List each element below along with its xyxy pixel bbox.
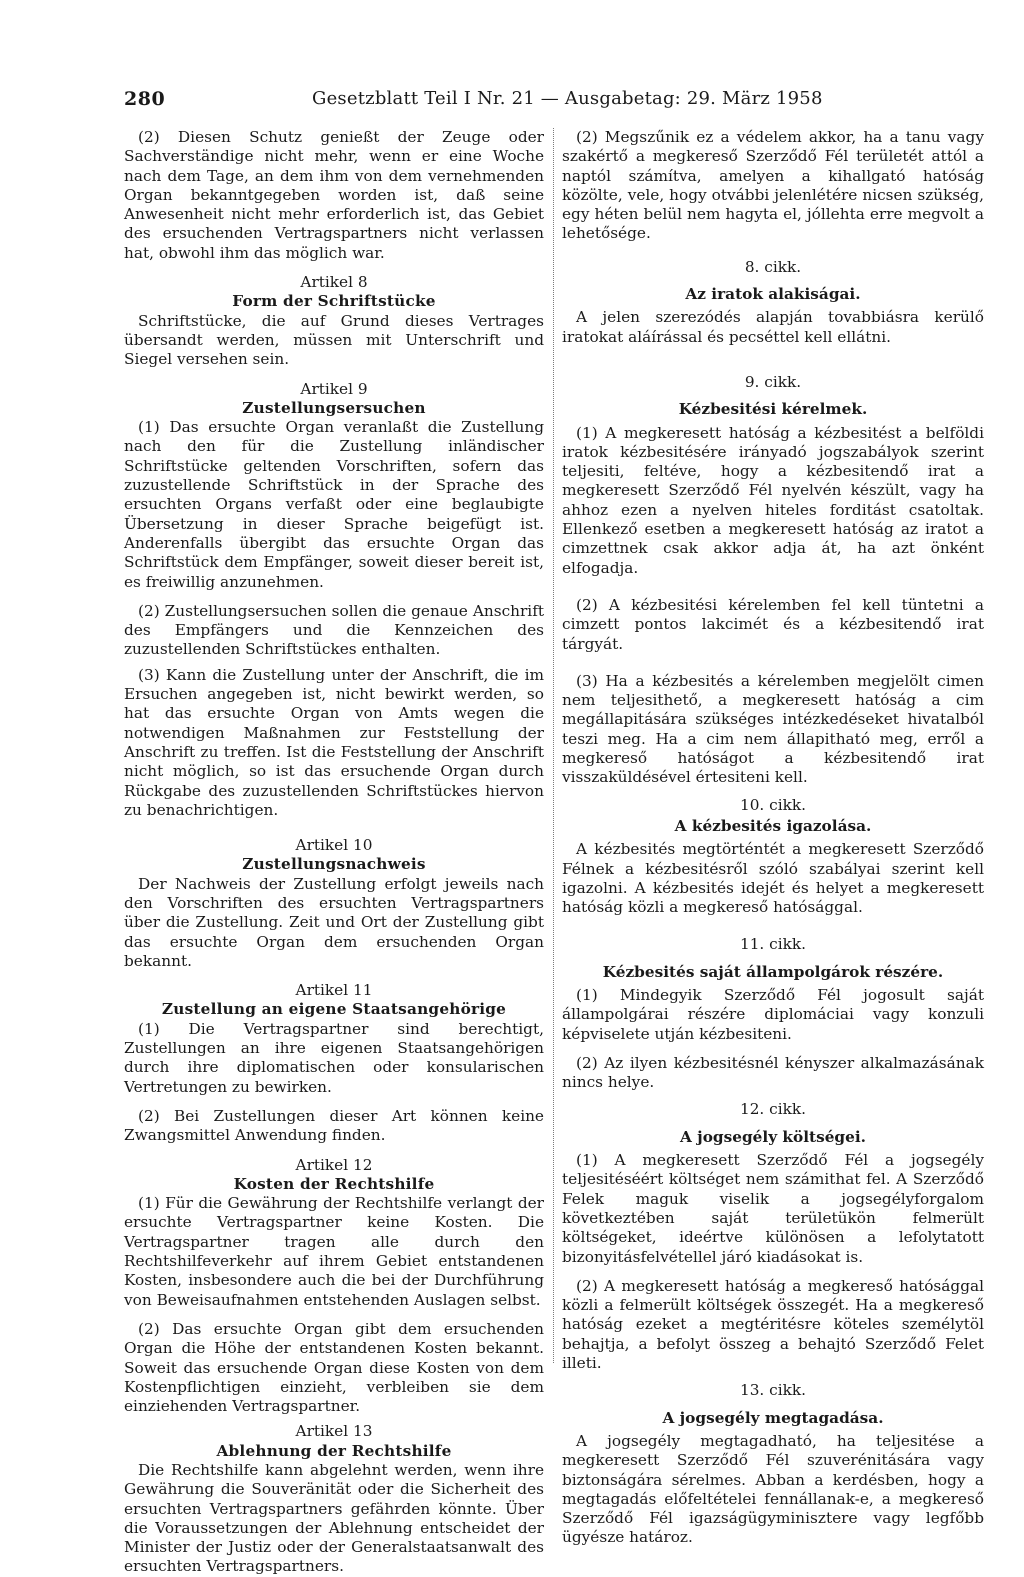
paragraph: (3) Kann die Zustellung unter der Anschrift, die im Ersuchen angegeben ist, nicht bewirkt werden, so hat das ersuchte Organ von Amts wegen die notwendigen Maßnahmen zur Feststellung der Anschrift zu treffen. Ist die Feststellung der Anschrift nicht möglich, so ist das ersuchende Organ durch Rückgabe des zuzustellenden Schriftstückes hiervon zu benachrichtigen.	[124, 665, 544, 819]
article-number: 9. cikk.	[744, 372, 802, 391]
paragraph: (2) Zustellungsersuchen sollen die genaue Anschrift des Empfängers und die Kennzeichen des zuzustellenden Schriftstückes enthalten.	[124, 601, 544, 659]
article-number: 13. cikk.	[739, 1381, 807, 1400]
paragraph: (2) Bei Zustellungen dieser Art können keine Zwangsmittel Anwendung finden.	[124, 1106, 544, 1145]
article-number: 10. cikk.	[739, 795, 807, 814]
paragraph: (1) Das ersuchte Organ veranlaßt die Zustellung nach den für die Zustellung inländischer Schriftstücke geltenden Vorschriften, sofern das zuzustellende Schriftstück in der Sprache des ersuchten Organs verfaßt oder eine beglaubigte Übersetzung in dieser Sprache beigefügt ist. Anderenfalls übergibt das ersuchte Organ das Schriftstück dem Empfänger, soweit dieser bereit ist, es freiwillig anzunehmen.	[124, 418, 544, 591]
article-number: 11. cikk.	[739, 935, 807, 954]
article-title: Kosten der Rechtshilfe	[233, 1174, 435, 1193]
article-number: 12. cikk.	[739, 1100, 807, 1119]
paragraph: A jogsegély megtagadható, ha teljesitése a megkeresett Szerződő Fél szuverénitására vagy biztonságára sérelmes. Abban a kerdésben, hogy a megtagadás előfeltételei fennállanak-e, a megkereső Szerződő Fél igazságügyminisztere vagy legfőbb ügyésze határoz.	[562, 1431, 984, 1547]
article-number: Artikel 11	[295, 981, 373, 1000]
article-title: Zustellungsersuchen	[242, 398, 426, 417]
paragraph: Schriftstücke, die auf Grund dieses Vertrages übersandt werden, müssen mit Unterschrift und Siegel versehen sein.	[124, 311, 544, 369]
article-number: Artikel 8	[300, 273, 368, 292]
paragraph: (2) Diesen Schutz genießt der Zeuge oder Sachverständige nicht mehr, wenn er eine Woche nach dem Tage, an dem ihm von dem vernehmenden Organ bekanntgegeben worden ist, daß seine Anwesenheit nicht mehr erforderlich ist, das Gebiet des ersuchenden Vertragspartners nicht verlassen hat, obwohl ihm das möglich war.	[124, 128, 544, 262]
article-title: Form der Schriftstücke	[232, 292, 436, 311]
article-number: Artikel 12	[295, 1155, 373, 1174]
paragraph: (1) Für die Gewährung der Rechtshilfe verlangt der ersuchte Vertragspartner keine Kosten. Die Vertragspartner tragen alle durch den Rechtshilfeverkehr auf ihrem Gebiet entstandenen Kosten, insbesondere auch die bei der Durchführung von Beweisaufnahmen entstehenden Auslagen selbst.	[124, 1194, 544, 1309]
page-header	[124, 88, 930, 116]
paragraph: (2) A kézbesitési kérelemben fel kell tüntetni a cimzett pontos lakcimét és a kézbesitendő irat tárgyát.	[562, 595, 984, 653]
paragraph: (2) Das ersuchte Organ gibt dem ersuchenden Organ die Höhe der entstandenen Kosten bekannt. Soweit das ersuchende Organ diese Kosten von dem Kostenpflichtigen einzieht, verbleiben sie dem einziehenden Vertragspartner.	[124, 1319, 544, 1416]
paragraph: (1) A megkeresett hatóság a kézbesitést a belföldi iratok kézbesitésére irányadó jogszabályok szerint teljesiti, feltéve, hogy a kézbesitendő irat a megkeresett Szerződő Fél nyelvén készült, vagy ha ahhoz ezen a nyelven hiteles forditást csatoltak. Ellenkező esetben a megkeresett hatóság az iratot a cimzettnek csak akkor adja át, ha azt önként elfogadja.	[562, 423, 984, 577]
paragraph: (3) Ha a kézbesités a kérelemben megjelölt cimen nem teljesithető, a megkeresett hatóság a cim megállapitására szükséges intézkedéseket hivatalból teszi meg. Ha a cim nem állapitható meg, erről a megkereső hatóságot a kézbesitendő irat visszaküldésével értesiteni kell.	[562, 671, 984, 787]
article-number: Artikel 13	[295, 1422, 373, 1441]
page-number: 280	[124, 88, 166, 110]
paragraph: (2) Megszűnik ez a védelem akkor, ha a tanu vagy szakértő a megkereső Szerződő Fél területét attól a naptól számítva, amelyen a kihallgató hatóság közölte, vele, hogy otvábbi jelenlétére nicsen szükség, egy héten belül nem hagyta el, jóllehta erre megvolt a lehetősége.	[562, 128, 984, 243]
paragraph: (2) Az ilyen kézbesitésnél kényszer alkalmazásának nincs helye.	[562, 1053, 984, 1092]
article-title: Ablehnung der Rechtshilfe	[216, 1441, 452, 1460]
article-title: Kézbesitési kérelmek.	[678, 400, 868, 419]
paragraph: Die Rechtshilfe kann abgelehnt werden, wenn ihre Gewährung die Souveränität oder die Sicherheit des ersuchten Vertragspartners gefährden könnte. Über die Voraussetzungen der Ablehnung entscheidet der Minister der Justiz oder der Generalstaatsanwalt des ersuchten Vertragspartners.	[124, 1461, 544, 1576]
article-number: Artikel 9	[300, 379, 368, 398]
paragraph: Der Nachweis der Zustellung erfolgt jeweils nach den Vorschriften des ersuchten Vertragspartners über die Zustellung. Zeit und Ort der Zustellung gibt das ersuchte Organ dem ersuchenden Organ bekannt.	[124, 874, 544, 970]
article-title: Az iratok alakiságai.	[685, 285, 861, 304]
article-number: Artikel 10	[295, 836, 373, 855]
article-number: 8. cikk.	[744, 257, 802, 276]
article-title: Kézbesités saját állampolgárok részére.	[602, 962, 944, 981]
right-column-hungarian	[562, 128, 984, 1547]
paragraph: (1) Mindegyik Szerződő Fél jogosult saját állampolgárai részére diplomáciai vagy konzuli képviselete utján kézbesiteni.	[562, 985, 984, 1043]
paragraph: A kézbesités megtörténtét a megkeresett Szerződő Félnek a kézbesitésről szóló szabályai szerint kell igazolni. A kézbesités idejét és helyet a megkeresett hatóság közli a megkereső hatósággal.	[562, 840, 984, 917]
running-head: Gesetzblatt Teil I Nr. 21 — Ausgabetag: 29. März 1958	[312, 88, 823, 109]
left-column-german	[124, 128, 544, 1576]
article-title: Zustellung an eigene Staatsangehörige	[161, 1000, 507, 1019]
paragraph: A jelen szerezódés alapján tovabbiásra kerülő iratokat aláírással és pecséttel kell ellátni.	[562, 308, 984, 346]
paragraph: (2) A megkeresett hatóság a megkereső hatósággal közli a felmerült költségek összegét. Ha a megkereső hatóság ezeket a megtéritésre köteles személytöl behajtja, a befolyt összeg a behajtó Szerződő Felet illeti.	[562, 1276, 984, 1373]
column-divider	[553, 128, 554, 1363]
paragraph: (1) Die Vertragspartner sind berechtigt, Zustellungen an ihre eigenen Staatsangehörigen durch ihre diplomatischen oder konsularischen Vertretungen zu bewirken.	[124, 1019, 544, 1096]
article-title: A jogsegély költségei.	[679, 1127, 866, 1146]
article-title: A jogsegély megtagadása.	[662, 1408, 884, 1427]
paragraph: (1) A megkeresett Szerződő Fél a jogsegély teljesitéséért költséget nem számithat fel. A Szerződő Felek maguk viselik a jogsegélyforgalom következtében saját területükön felmerült költségeket, ideértve különösen a lefolytatott bizonyitásfelvétellel járó kiadásokat is.	[562, 1151, 984, 1266]
article-title: A kézbesités igazolása.	[674, 816, 872, 835]
article-title: Zustellungsnachweis	[242, 855, 426, 874]
